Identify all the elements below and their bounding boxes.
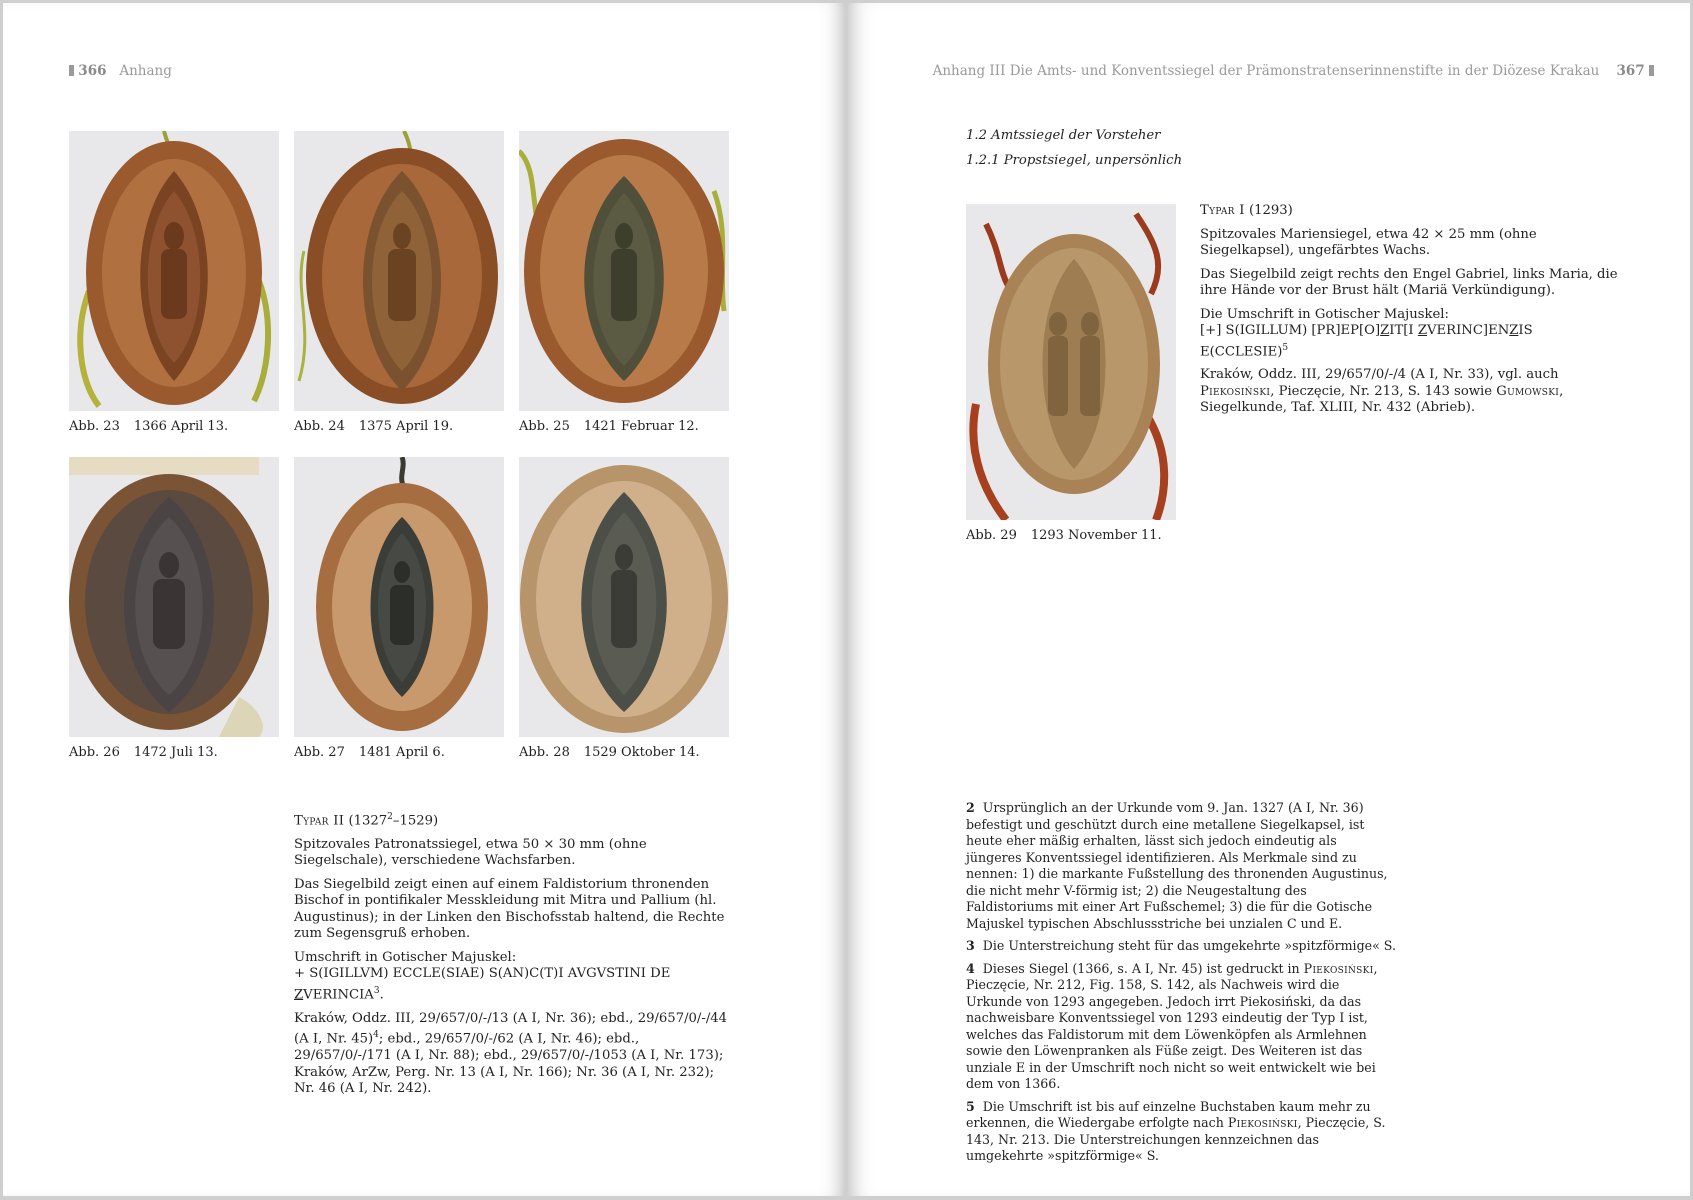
typar-i-block — [1200, 203, 1620, 424]
footnotes — [966, 800, 1396, 1171]
caption-date: 1529 Oktober 14. — [583, 745, 700, 760]
caption-abb29 — [966, 528, 1162, 543]
typar-inscription: Die Umschrift in Gotischer Majuskel: [+] S(IGILLUM) [PR]EP[O]ZIT[I ZVERINC]ENZIS E(CCLESIE)$^5$ — [1200, 306, 1533, 359]
typar-description: Spitzovales Patronatssiegel, etwa 50 × 30 mm (ohne Siegelschale), verschiedene Wachsfarben. — [294, 836, 647, 869]
caption-date: 1366 April 13. — [133, 419, 229, 434]
right-page — [848, 3, 1690, 1196]
caption-abb25 — [519, 419, 699, 434]
left-page — [3, 3, 846, 1196]
seal-photo-abb29 — [966, 204, 1176, 520]
page-number: 366 — [78, 63, 107, 79]
right-running-head — [933, 63, 1654, 79]
caption-label: Abb. 27 — [294, 745, 345, 760]
caption-label: Abb. 26 — [69, 745, 120, 760]
running-title: Anhang III Die Amts- und Konventssiegel der Prämonstratenserinnenstifte in der Diözese Krakau — [932, 63, 1600, 79]
footnote-4: 4 Dieses Siegel (1366, s. A I, Nr. 45) ist gedruckt in Piekosiński, Pieczęcie, Nr. 212, Fig. 158, S. 142, als Nachweis wird die Urkunde von 1293 angegeben. Jedoch irrt Piekosiński, da das nachweisbare Konventssiegel von 1293 eindeutig der Typ I ist, welches das Faldistorum mit dem Löwenköpfen als Armlehnen sowie den Löwenpranken als Füße zeigt. Des Weiteren ist das unziale E in der Umschrift noch nicht so weit entwickelt wie bei dem von 1366. — [966, 960, 1378, 1091]
typar-description: Spitzovales Mariensiegel, etwa 42 × 25 mm (ohne Siegelkapsel), ungefärbtes Wachs. — [1200, 226, 1537, 258]
seal-photo-abb24 — [294, 131, 504, 411]
typar-sources: Kraków, Oddz. III, 29/657/0/-/4 (A I, Nr. 33), vgl. auch Piekosiński, Pieczęcie, Nr. 213, S. 143 sowie Gumowski, Siegelkunde, Taf. XLIII, Nr. 432 (Abrieb). — [1200, 367, 1564, 416]
typar-image-description: Das Siegelbild zeigt einen auf einem Faldistorium thronenden Bischof in pontifikaler Messkleidung mit Mitra und Pallium (hl. Augustinus); in der Linken den Bischofsstab haltend, die Rechte zum Segensgruß erhoben. — [294, 876, 725, 942]
seal-photo-abb27 — [294, 457, 504, 737]
typar-inscription: Umschrift in Gotischer Majuskel: + S(IGILLVM) ECCLE(SIAE) S(AN)C(T)I AVGVSTINI DE ZVERINCIA$^3$. — [294, 949, 671, 1003]
running-title: Anhang — [119, 63, 172, 79]
typar-ii-block — [294, 809, 734, 1105]
section-heading-1: 1.2 Amtssiegel der Vorsteher — [966, 128, 1161, 143]
seal-photo-abb23 — [69, 131, 279, 411]
caption-label: Abb. 23 — [69, 419, 120, 434]
seal-photo-abb26 — [69, 457, 279, 737]
seal-photo-abb25 — [519, 131, 729, 411]
caption-date: 1481 April 6. — [358, 745, 445, 760]
caption-date: 1293 November 11. — [1030, 528, 1162, 543]
footnote-5: 5 Die Umschrift ist bis auf einzelne Buchstaben kaum mehr zu erkennen, die Wiedergabe erfolgte nach Piekosiński, Pieczęcie, S. 143, Nr. 213. Die Unterstreichungen kennzeichnen das umgekehrte »spitzförmige« S. — [966, 1098, 1386, 1163]
seal-photo-abb28 — [519, 457, 729, 737]
caption-label: Abb. 29 — [966, 528, 1017, 543]
caption-abb26 — [69, 745, 218, 760]
caption-date: 1421 Februar 12. — [583, 419, 699, 434]
caption-label: Abb. 28 — [519, 745, 570, 760]
typar-sources: Kraków, Oddz. III, 29/657/0/-/13 (A I, Nr. 36); ebd., 29/657/0/-/44 (A I, Nr. 45)$^4$; ebd., 29/657/0/-/62 (A I, Nr. 46); ebd., 29/657/0/-/171 (A I, Nr. 88); ebd., 29/657/0/-/1053 (A I, Nr. 173); Kraków, ArZw, Perg. Nr. 13 (A I, Nr. 166); Nr. 36 (A I, Nr. 232); Nr. 46 (A I, Nr. 242). — [294, 1010, 728, 1097]
section-heading-2: 1.2.1 Propstsiegel, unpersönlich — [966, 153, 1183, 168]
caption-date: 1375 April 19. — [358, 419, 454, 434]
footnote-3: 3 Die Unterstreichung steht für das umgekehrte »spitzförmige« S. — [966, 938, 1396, 953]
caption-label: Abb. 24 — [294, 419, 345, 434]
typar-heading: Typar II (1327$^2$–1529) — [294, 812, 439, 829]
left-running-head — [69, 63, 172, 79]
page-marker — [1649, 65, 1654, 76]
typar-image-description: Das Siegelbild zeigt rechts den Engel Gabriel, links Maria, die ihre Hände vor der Brust hält (Mariä Verkündigung). — [1200, 266, 1618, 298]
caption-date: 1472 Juli 13. — [133, 745, 218, 760]
typar-heading: Typar I (1293) — [1200, 203, 1293, 218]
caption-abb24 — [294, 419, 453, 434]
caption-abb28 — [519, 745, 700, 760]
page-number: 367 — [1616, 63, 1645, 79]
caption-abb27 — [294, 745, 445, 760]
footnote-2: 2 Ursprünglich an der Urkunde vom 9. Jan. 1327 (A I, Nr. 36) befestigt und geschützt durch eine metallene Siegelkapsel, ist heute eher mäßig erhalten, lässt sich jedoch eindeutig als jüngeres Konventssiegel identifizieren. Als Merkmale sind zu nennen: 1) die markante Fußstellung des thronenden Augustinus, die nicht mehr V-förmig ist; 2) die Neugestaltung des Faldistoriums mit einer Art Fußschemel; 3) die für die Gotische Majuskel typischen Abschlussstriche bei unzialen C und E. — [966, 800, 1388, 931]
page-marker — [69, 65, 74, 76]
caption-label: Abb. 25 — [519, 419, 570, 434]
caption-abb23 — [69, 419, 228, 434]
